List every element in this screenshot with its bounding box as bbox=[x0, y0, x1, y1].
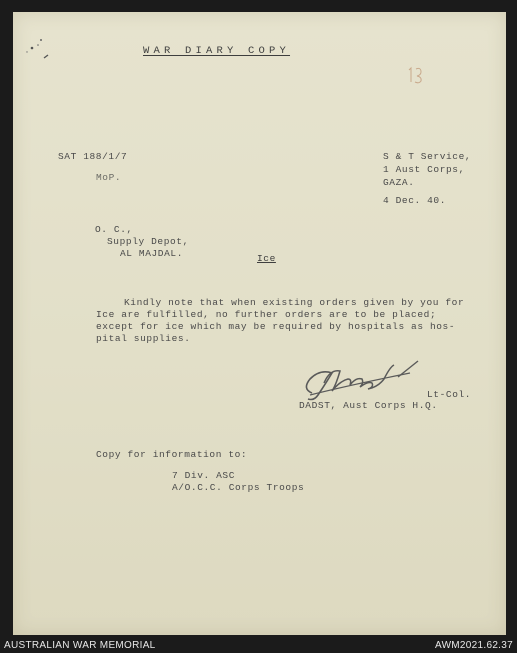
addressee-line-2: Supply Depot, bbox=[107, 236, 189, 247]
pin-holes-marks bbox=[24, 28, 54, 68]
reference-number: SAT 188/1/7 bbox=[58, 151, 128, 162]
document-title: WAR DIARY COPY bbox=[143, 45, 291, 57]
footer-accession-number: AWM2021.62.37 bbox=[434, 640, 513, 651]
copy-recipient-2: A/O.C.C. Corps Troops bbox=[172, 482, 305, 493]
reference-sub: MoP. bbox=[96, 172, 122, 183]
subject-heading: Ice bbox=[257, 253, 276, 264]
pencil-folio-mark bbox=[404, 64, 428, 86]
body-line-3: except for ice which may be required by hospitals as hos- bbox=[96, 321, 456, 332]
body-line-1: Kindly note that when existing orders given by you for bbox=[124, 297, 465, 308]
from-corps: 1 Aust Corps, bbox=[383, 164, 465, 175]
body-line-2: Ice are fulfilled, no further orders are to be placed; bbox=[96, 309, 437, 320]
from-location: GAZA. bbox=[383, 177, 415, 188]
signatory-title: DADST, Aust Corps H.Q. bbox=[299, 400, 438, 411]
addressee-line-1: O. C., bbox=[95, 224, 133, 235]
from-unit: S & T Service, bbox=[383, 151, 472, 162]
letter-date: 4 Dec. 40. bbox=[383, 195, 447, 206]
handwritten-signature bbox=[290, 355, 440, 405]
copy-for-label: Copy for information to: bbox=[96, 449, 248, 460]
body-line-4: pital supplies. bbox=[96, 333, 191, 344]
copy-recipient-1: 7 Div. ASC bbox=[172, 470, 236, 481]
addressee-line-3: AL MAJDAL. bbox=[120, 248, 184, 259]
footer-institution: AUSTRALIAN WAR MEMORIAL bbox=[4, 640, 156, 651]
signatory-rank: Lt-Col. bbox=[427, 389, 472, 400]
